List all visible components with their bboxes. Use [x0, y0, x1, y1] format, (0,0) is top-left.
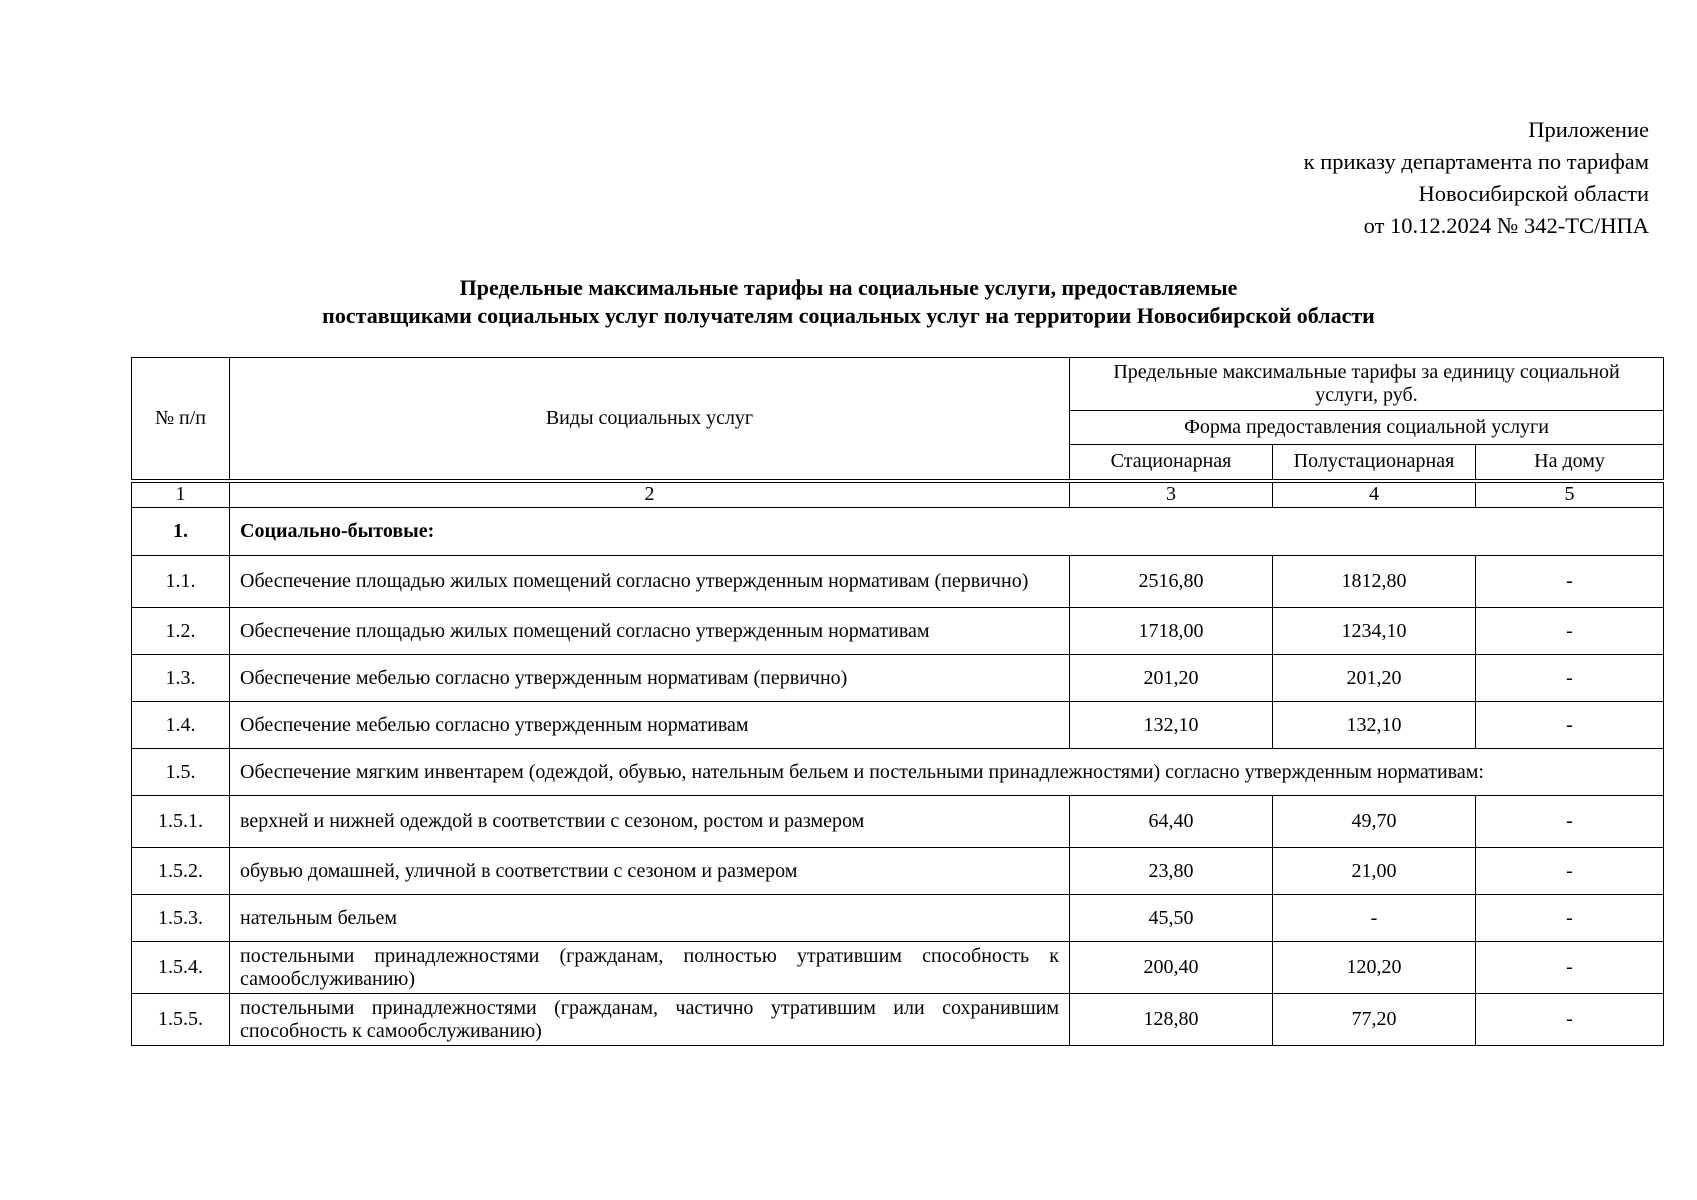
header-stationary: Стационарная [1070, 445, 1273, 481]
row-home: - [1476, 895, 1664, 942]
row-stationary: 128,80 [1070, 994, 1273, 1046]
row-semi-stationary: 77,20 [1273, 994, 1476, 1046]
row-home: - [1476, 796, 1664, 848]
document-title [0, 274, 1697, 330]
header-service: Виды социальных услуг [230, 358, 1070, 481]
row-service: нательным бельем [230, 895, 1070, 942]
row-stationary: 200,40 [1070, 942, 1273, 994]
row-stationary: 1718,00 [1070, 608, 1273, 655]
row-num: 1.5.3. [132, 895, 230, 942]
row-stationary: 201,20 [1070, 655, 1273, 702]
row-semi-stationary: 1234,10 [1273, 608, 1476, 655]
column-number: 5 [1476, 481, 1664, 508]
row-home: - [1476, 655, 1664, 702]
header-semi-stationary: Полустационарная [1273, 445, 1476, 481]
header-row [132, 358, 1664, 411]
appendix-line: Новосибирской области [1418, 181, 1649, 206]
row-num: 1.2. [132, 608, 230, 655]
row-stationary: 64,40 [1070, 796, 1273, 848]
row-home: - [1476, 556, 1664, 608]
row-service: Обеспечение площадью жилых помещений согласно утвержденным нормативам (первично) [230, 556, 1070, 608]
table-row [132, 556, 1664, 608]
row-semi-stationary: 21,00 [1273, 848, 1476, 895]
title-line: Предельные максимальные тарифы на социальные услуги, предоставляемые [459, 275, 1238, 300]
table-row [132, 608, 1664, 655]
appendix-block [1304, 114, 1649, 242]
row-num: 1.1. [132, 556, 230, 608]
row-num: 1.5.1. [132, 796, 230, 848]
header-form-group: Форма предоставления социальной услуги [1070, 411, 1664, 445]
appendix-line: Приложение [1528, 117, 1649, 142]
subsection-title: Обеспечение мягким инвентарем (одеждой, обувью, нательным бельем и постельными принадлежностями) согласно утвержденным нормативам: [230, 749, 1664, 796]
row-num: 1.3. [132, 655, 230, 702]
row-home: - [1476, 994, 1664, 1046]
row-semi-stationary: - [1273, 895, 1476, 942]
row-num: 1.4. [132, 702, 230, 749]
section-title: Социально-бытовые: [230, 508, 1664, 556]
column-number: 1 [132, 481, 230, 508]
column-number-row [132, 481, 1664, 508]
row-stationary: 2516,80 [1070, 556, 1273, 608]
row-semi-stationary: 132,10 [1273, 702, 1476, 749]
row-semi-stationary: 1812,80 [1273, 556, 1476, 608]
row-home: - [1476, 848, 1664, 895]
table-row [132, 796, 1664, 848]
row-service: Обеспечение площадью жилых помещений согласно утвержденным нормативам [230, 608, 1070, 655]
table-row [132, 655, 1664, 702]
section-num: 1. [132, 508, 230, 556]
table-row [132, 994, 1664, 1046]
row-num: 1.5.4. [132, 942, 230, 994]
row-stationary: 132,10 [1070, 702, 1273, 749]
header-num: № п/п [132, 358, 230, 481]
row-num: 1.5.5. [132, 994, 230, 1046]
row-home: - [1476, 702, 1664, 749]
title-line: поставщиками социальных услуг получателям социальных услуг на территории Новосибирской области [322, 303, 1375, 328]
header-tariff-group: Предельные максимальные тарифы за единицу социальной услуги, руб. [1070, 358, 1664, 411]
row-semi-stationary: 49,70 [1273, 796, 1476, 848]
subsection-num: 1.5. [132, 749, 230, 796]
section-row [132, 508, 1664, 556]
row-home: - [1476, 942, 1664, 994]
column-number: 4 [1273, 481, 1476, 508]
row-home: - [1476, 608, 1664, 655]
row-service: обувью домашней, уличной в соответствии с сезоном и размером [230, 848, 1070, 895]
row-semi-stationary: 201,20 [1273, 655, 1476, 702]
appendix-line: к приказу департамента по тарифам [1303, 149, 1649, 174]
header-home: На дому [1476, 445, 1664, 481]
appendix-line: от 10.12.2024 № 342-ТС/НПА [1363, 213, 1649, 238]
tariffs-table [131, 357, 1664, 1046]
row-service: верхней и нижней одеждой в соответствии с сезоном, ростом и размером [230, 796, 1070, 848]
table-row [132, 895, 1664, 942]
row-num: 1.5.2. [132, 848, 230, 895]
table-row [132, 942, 1664, 994]
row-service: постельными принадлежностями (гражданам, полностью утратившим способность к самообслуживанию) [230, 942, 1070, 994]
subsection-row [132, 749, 1664, 796]
row-service: Обеспечение мебелью согласно утвержденным нормативам [230, 702, 1070, 749]
column-number: 3 [1070, 481, 1273, 508]
row-stationary: 45,50 [1070, 895, 1273, 942]
table-row [132, 848, 1664, 895]
column-number: 2 [230, 481, 1070, 508]
row-service: постельными принадлежностями (гражданам, частично утратившим или сохранившим способность к самообслуживанию) [230, 994, 1070, 1046]
table-row [132, 702, 1664, 749]
row-semi-stationary: 120,20 [1273, 942, 1476, 994]
row-stationary: 23,80 [1070, 848, 1273, 895]
row-service: Обеспечение мебелью согласно утвержденным нормативам (первично) [230, 655, 1070, 702]
